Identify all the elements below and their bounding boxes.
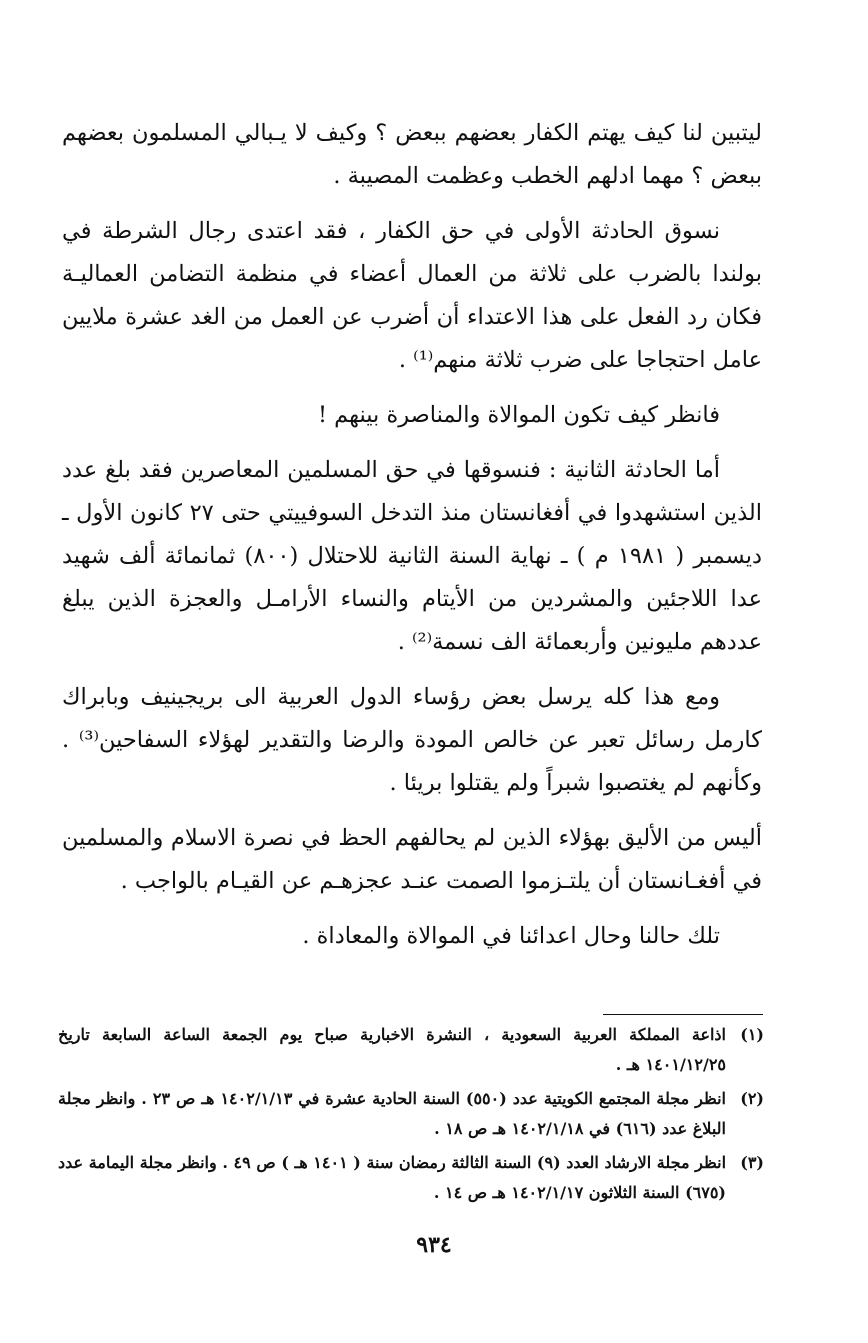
footnote-number: (١) [740, 1025, 764, 1044]
paragraph-5: ومع هذا كله يرسل بعض رؤساء الدول العربية الى بريجينيف وبابراك كارمل رسائل تعبر عن خالص المودة والرضا والتقدير لهؤلاء السفاحين⁽³⁾ . وكأنهم لم يغتصبوا شبراً ولم يقتلوا بريئا . [62, 684, 762, 796]
footnote-2 [58, 1084, 764, 1144]
page-number: ٩٣٤ [416, 1232, 452, 1258]
footnote-text: انظر مجلة الارشاد العدد (٩) السنة الثالثة رمضان سنة ( ١٤٠١ هـ ) ص ٤٩ . وانظر مجلة اليمامة عدد (٦٧٥) السنة الثلاثون ١٤٠٢/١/١٧ هـ ص ١٤ . [58, 1153, 727, 1202]
footnote-divider [603, 1014, 763, 1015]
footnotes [58, 1020, 764, 1212]
footnote-number: (٣) [740, 1153, 764, 1172]
paragraph-1: ليتبين لنا كيف يهتم الكفار بعضهم ببعض ؟ وكيف لا يـبالي المسلمون بعضهم ببعض ؟ مهما ادلهم الخطب وعظمت المصيبة . [62, 120, 762, 189]
footnote-3 [58, 1148, 764, 1208]
footnote-text: انظر مجلة المجتمع الكويتية عدد (٥٥٠) السنة الحادية عشرة في ١٤٠٢/١/١٣ هـ ص ٢٣ . وانظر مجلة البلاغ عدد (٦١٦) في ١٤٠٢/١/١٨ هـ ص ١٨ . [58, 1089, 726, 1138]
main-text [62, 112, 762, 970]
footnote-number: (٢) [740, 1089, 764, 1108]
paragraph-4: أما الحادثة الثانية : فنسوقها في حق المسلمين المعاصرين فقد بلغ عدد الذين استشهدوا في أفغانستان منذ التدخل السوفييتي حتى ٢٧ كانون الأول ـ ديسمبر ( ١٩٨١ م ) ـ نهاية السنة الثانية للاحتلال (٨٠٠) ثمانمائة ألف شهيد عدا اللاجئين والمشردين من الأيتام والنساء الأرامـل والعجزة الذين يبلغ عددهم مليونين وأربعمائة الف نسمة⁽²⁾ . [62, 457, 762, 655]
footnote-text: اذاعة المملكة العربية السعودية ، النشرة الاخبارية صباح يوم الجمعة الساعة السابعة تاريخ ١٤٠١/١٢/٢٥ هـ . [58, 1025, 726, 1074]
paragraph-2: نسوق الحادثة الأولى في حق الكفار ، فقد اعتدى رجال الشرطة في بولندا بالضرب على ثلاثة من العمال أعضاء في منظمة التضامن العماليـة فكان رد الفعل على هذا الاعتداء أن أضرب عن العمل من الغد عشرة ملايين عامل احتجاجا على ضرب ثلاثة منهم⁽¹⁾ . [62, 218, 762, 373]
paragraph-3: فانظر كيف تكون الموالاة والمناصرة بينهم ! [317, 402, 720, 428]
paragraph-7: تلك حالنا وحال اعدائنا في الموالاة والمعاداة . [302, 923, 720, 949]
paragraph-6: أليس من الأليق بهؤلاء الذين لم يحالفهم الحظ في نصرة الاسلام والمسلمين في أفغـانستان أن يلتـزموا الصمت عنـد عجزهـم عن القيـام بالواجب . [62, 825, 762, 894]
footnote-1 [58, 1020, 764, 1080]
